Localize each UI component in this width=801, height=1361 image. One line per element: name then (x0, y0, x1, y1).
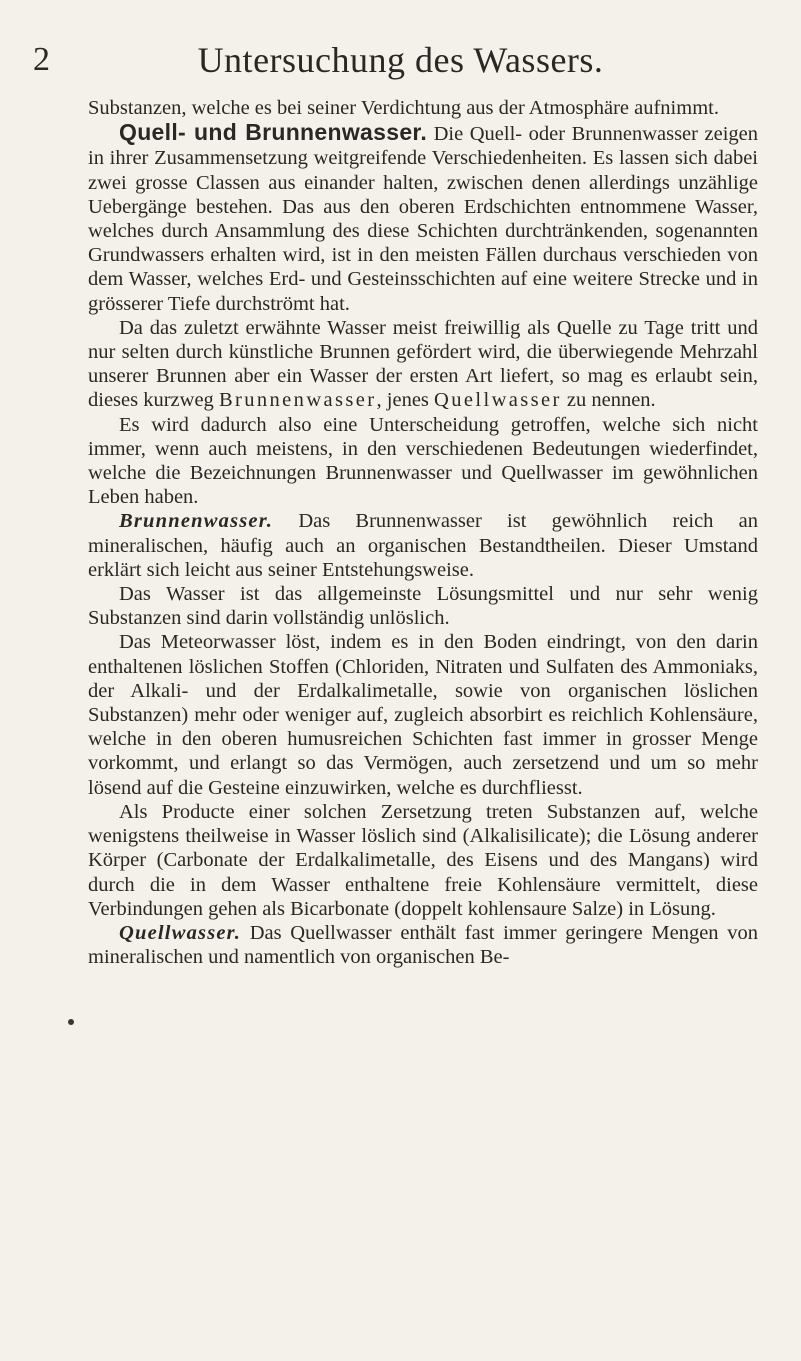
paragraph-5 (88, 509, 758, 582)
paragraph-3-text-a: Da das zuletzt erwähnte Wasser meist freiwillig als Quelle zu Tage tritt und nur selten durch künstliche Brunnen gefördert wird, die überwiegende Mehrzahl unserer Brunnen aber ein Wasser der ersten Art liefert, so mag es erlaubt sein, dieses kurzweg (88, 316, 758, 412)
paragraph-9-text: Das Quellwasser enthält fast immer geringere Mengen von mineralischen und namentlich von organischen Be- (88, 921, 758, 969)
paragraph-1: Substanzen, welche es bei seiner Verdichtung aus der Atmosphäre aufnimmt. (88, 97, 719, 119)
section-heading-quell-und-brunnenwasser: Quell- und Brunnenwasser. (119, 119, 428, 146)
paragraph-2-text: Die Quell- oder Brunnenwasser zeigen in ihrer Zusammensetzung weitgreifende Verschiedenheiten. Es lassen sich dabei zwei grosse Classen aus einander halten, zwischen denen allerdings unzählige Uebergänge bestehen. Das aus den oberen Erdschichten entnommene Wasser, welches durch Ansammlung des diese Schichten durchtränkenden, sogenannten Grundwassers erhalten wird, ist in den meisten Fällen durchaus verschieden von dem Wasser, welches Erd- und Gesteinsschichten auf eine weitere Strecke und in grösserer Tiefe durchströmt hat. (88, 123, 758, 315)
term-quellwasser: Quellwasser (434, 389, 562, 412)
term-brunnenwasser: Brunnenwasser (218, 389, 377, 412)
subheading-quellwasser: Quellwasser. (119, 921, 242, 944)
paragraph-2 (88, 120, 758, 316)
page-number: 2 (33, 41, 50, 78)
running-title: Untersuchung des Wassers. (197, 40, 604, 80)
paragraph-3-text-c: zu nennen. (561, 389, 656, 412)
paragraph-6: Das Wasser ist das allgemeinste Lösungsmittel und nur sehr wenig Substanzen sind darin vollständig unlöslich. (88, 583, 758, 630)
margin-dot-mark (68, 1019, 74, 1025)
paragraph-9 (88, 921, 758, 969)
paragraph-3-text-b: , jenes (376, 389, 435, 412)
paragraph-4: Es wird dadurch also eine Unterscheidung getroffen, welche sich nicht immer, wenn auch meistens, in den verschiedenen Bedeutungen wiederfindet, welche die Bezeichnungen Brunnenwasser und Quellwasser im gewöhnlichen Leben haben. (88, 413, 758, 509)
page-header (0, 38, 801, 88)
paragraph-7: Das Meteorwasser löst, indem es in den Boden eindringt, von den darin enthaltenen löslichen Stoffen (Chloriden, Nitraten und Sulfaten des Ammoniaks, der Alkali- und der Erdalkalimetalle, sowie von organischen löslichen Substanzen) mehr oder weniger auf, zugleich absorbirt es reichlich Kohlensäure, welche in den oberen humusreichen Schichten fast immer in grosser Menge vorkommt, und erlangt so das Vermögen, auch zersetzend und um so mehr lösend auf die Gesteine einzuwirken, welche es durchfliesst. (88, 631, 758, 799)
subheading-brunnenwasser: Brunnenwasser. (119, 510, 274, 533)
paragraph-3 (88, 316, 758, 413)
page-body (88, 96, 758, 969)
paragraph-5-text: Das Brunnenwasser ist gewöhnlich reich an mineralischen, häufig auch an organischen Bestandtheilen. Dieser Umstand erklärt sich leicht aus seiner Entstehungsweise. (88, 510, 758, 581)
paragraph-8: Als Producte einer solchen Zersetzung treten Substanzen auf, welche wenigstens theilweise in Wasser löslich sind (Alkalisilicate); die Lösung anderer Körper (Carbonate der Erdalkalimetalle, des Eisens und des Mangans) wird durch die in dem Wasser enthaltene freie Kohlensäure vermittelt, diese Verbindungen gehen als Bicarbonate (doppelt kohlensaure Salze) in Lösung. (88, 800, 758, 920)
